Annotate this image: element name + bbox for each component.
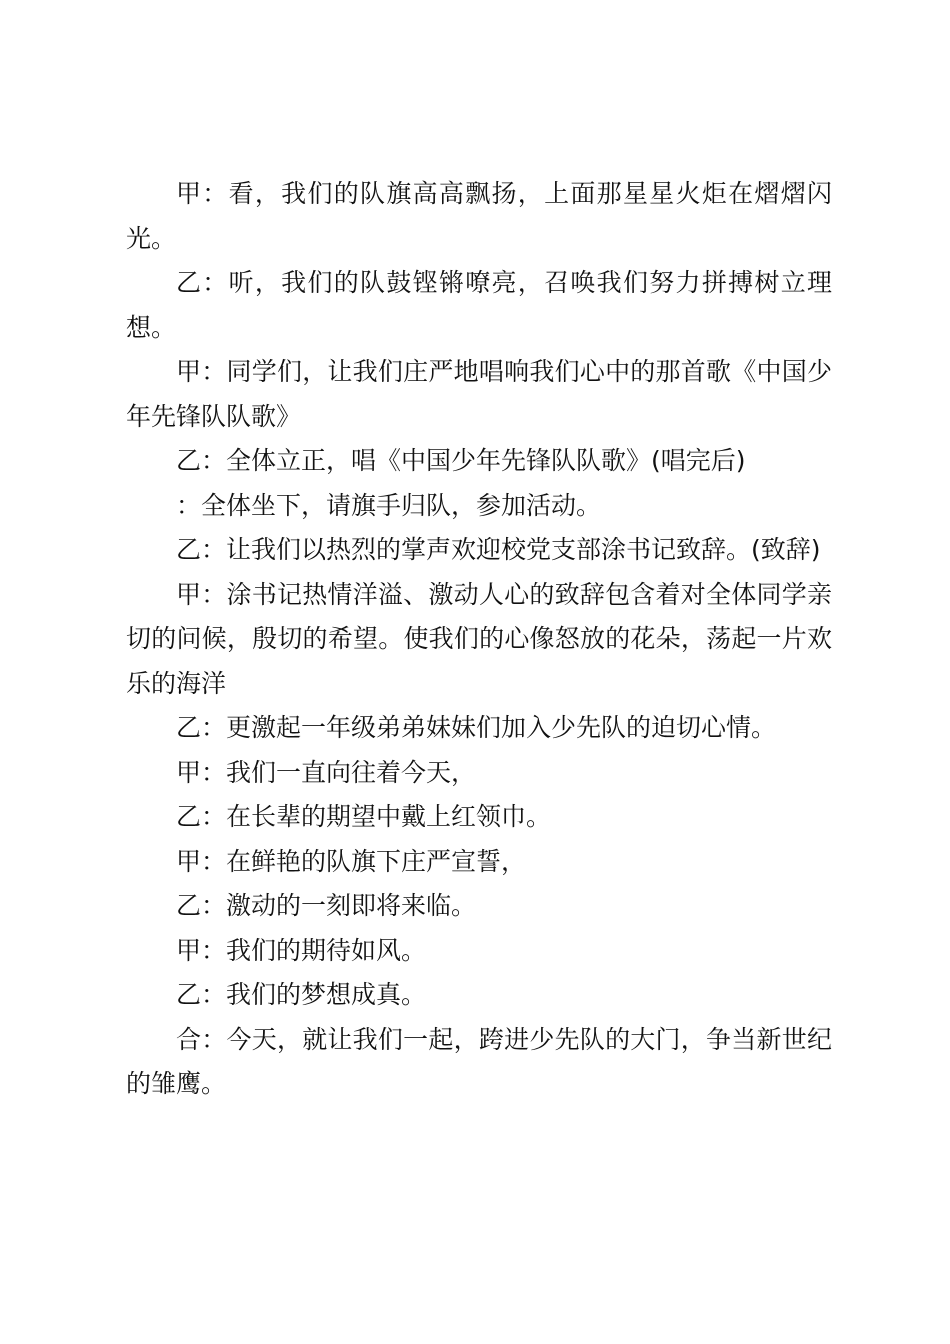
paragraph: 乙：我们的梦想成真。 [176,980,427,1009]
paragraph: 甲：同学们，让我们庄严地唱响我们心中的那首歌《中国少年先锋队队歌》 [126,357,832,431]
document-body [126,172,832,1107]
paragraph: 乙：激动的一刻即将来临。 [176,891,477,920]
paragraph: 甲：涂书记热情洋溢、激动人心的致辞包含着对全体同学亲切的问候，殷切的希望。使我们的心像怒放的花朵，荡起一片欢乐的海洋 [126,579,832,698]
paragraph: 甲：我们一直向往着今天， [176,757,477,787]
paragraph: 乙：全体立正，唱《中国少年先锋队队歌》(唱完后) [176,446,746,475]
paragraph: ：全体坐下，请旗手归队，参加活动。 [176,490,602,520]
paragraph: 乙：更激起一年级弟弟妹妹们加入少先队的迫切心情。 [176,713,777,742]
paragraph: 乙：让我们以热烈的掌声欢迎校党支部涂书记致辞。(致辞) [176,535,821,564]
paragraph: 甲：我们的期待如风。 [176,935,427,965]
paragraph: 乙：听，我们的队鼓铿锵嘹亮，召唤我们努力拼搏树立理想。 [126,268,832,342]
paragraph: 乙：在长辈的期望中戴上红领巾。 [176,802,552,831]
paragraph: 合：今天，就让我们一起，跨进少先队的大门，争当新世纪的雏鹰。 [126,1024,832,1098]
paragraph: 甲：看，我们的队旗高高飘扬，上面那星星火炬在熠熠闪光。 [126,179,832,253]
paragraph: 甲：在鲜艳的队旗下庄严宣誓， [176,846,527,876]
